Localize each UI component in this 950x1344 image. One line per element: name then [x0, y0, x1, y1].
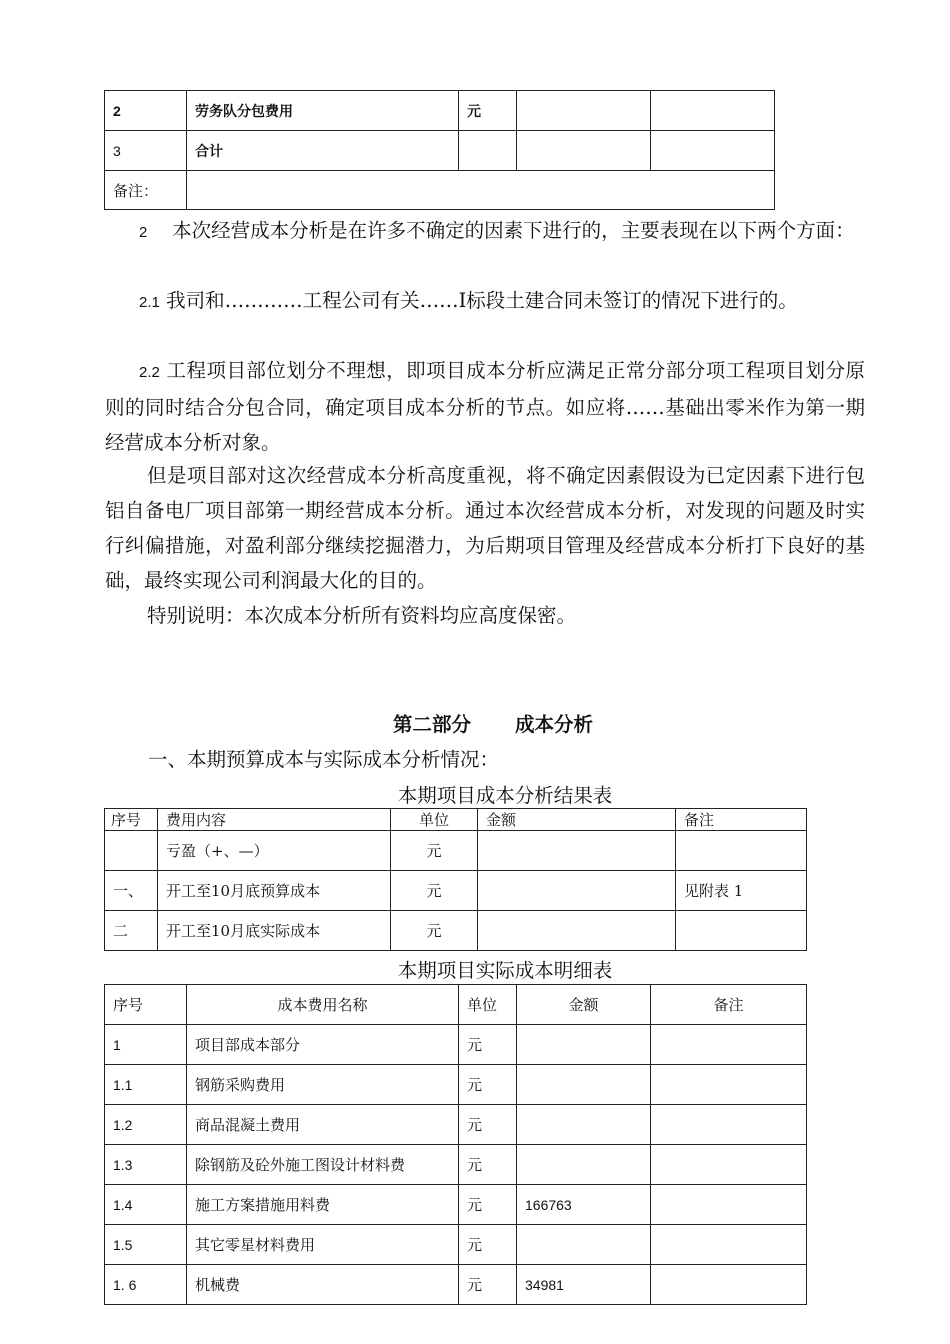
header-content: 费用内容	[158, 809, 391, 831]
row-note	[651, 1105, 807, 1145]
row-note	[676, 831, 807, 871]
result-table	[104, 808, 807, 951]
row-note	[651, 1265, 807, 1305]
row-number: 1.3	[105, 1145, 187, 1185]
row-name: 劳务队分包费用	[187, 91, 459, 131]
row-number: 一、	[105, 871, 158, 911]
row-amount	[478, 911, 676, 951]
row-name: 其它零星材料费用	[187, 1225, 459, 1265]
table-row	[105, 1185, 807, 1225]
header-name: 成本费用名称	[187, 985, 459, 1025]
paragraph-1	[105, 213, 865, 250]
paragraph-2-number: 2.1	[139, 294, 160, 311]
row-unit: 元	[459, 1105, 517, 1145]
row-name: 合计	[187, 131, 459, 171]
row-note	[651, 1065, 807, 1105]
row-unit: 元	[391, 871, 478, 911]
paragraph-1-number: 2	[139, 224, 148, 241]
row-unit	[459, 131, 517, 171]
row-note: 见附表 1	[676, 871, 807, 911]
section-heading-part: 第二部分	[393, 713, 472, 736]
row-amount	[517, 1225, 651, 1265]
table-row	[105, 911, 807, 951]
row-amount	[517, 131, 651, 171]
header-unit: 单位	[391, 809, 478, 831]
remark-value	[187, 171, 775, 210]
row-note	[651, 1145, 807, 1185]
row-name: 项目部成本部分	[187, 1025, 459, 1065]
row-note	[651, 1185, 807, 1225]
header-unit: 单位	[459, 985, 517, 1025]
table-row	[105, 91, 775, 131]
section-heading	[393, 709, 593, 737]
row-name: 开工至10月底实际成本	[158, 911, 391, 951]
row-number: 1	[105, 1025, 187, 1065]
row-number	[105, 831, 158, 871]
paragraph-4-text: 但是项目部对这次经营成本分析高度重视，将不确定因素假设为已定因素下进行包铝自备电厂项目部第一期经营成本分析。通过本次经营成本分析，对发现的问题及时实行纠偏措施，对盈利部分继续挖掘潜力，为后期项目管理及经营成本分析打下良好的基础，最终实现公司利润最大化的目的。	[105, 464, 865, 592]
table-row	[105, 1225, 807, 1265]
paragraph-2-text: 我司和…………工程公司有关……Ⅰ标段土建合同未签订的情况下进行的。	[166, 289, 798, 312]
subheading: 一、本期预算成本与实际成本分析情况：	[148, 748, 500, 771]
header-note: 备注	[676, 809, 807, 831]
row-amount: 166763	[517, 1185, 651, 1225]
table-row	[105, 171, 775, 210]
row-amount	[517, 91, 651, 131]
paragraph-4	[105, 458, 865, 598]
table-row	[105, 1105, 807, 1145]
row-name: 施工方案措施用料费	[187, 1185, 459, 1225]
row-number: 3	[105, 131, 187, 171]
row-unit: 元	[459, 91, 517, 131]
row-amount	[478, 831, 676, 871]
row-number: 1.1	[105, 1065, 187, 1105]
row-amount: 34981	[517, 1265, 651, 1305]
row-number: 1.4	[105, 1185, 187, 1225]
top-cost-table	[104, 90, 775, 210]
row-unit: 元	[459, 1065, 517, 1105]
row-number: 2	[105, 91, 187, 131]
paragraph-3	[105, 353, 865, 460]
row-amount	[517, 1105, 651, 1145]
row-unit: 元	[391, 831, 478, 871]
table-header-row	[105, 809, 807, 831]
row-name: 开工至10月底预算成本	[158, 871, 391, 911]
row-unit: 元	[459, 1145, 517, 1185]
paragraph-1-text: 本次经营成本分析是在许多不确定的因素下进行的，主要表现在以下两个方面：	[172, 219, 855, 242]
header-number: 序号	[105, 809, 158, 831]
section-heading-title: 成本分析	[515, 713, 594, 736]
header-amount: 金额	[478, 809, 676, 831]
row-unit: 元	[459, 1225, 517, 1265]
paragraph-5	[105, 598, 865, 633]
paragraph-5-text: 特别说明：本次成本分析所有资料均应高度保密。	[147, 604, 577, 627]
paragraph-2	[105, 283, 865, 320]
row-number: 1. 6	[105, 1265, 187, 1305]
table-header-row	[105, 985, 807, 1025]
row-number: 1.2	[105, 1105, 187, 1145]
row-unit: 元	[459, 1185, 517, 1225]
row-name: 商品混凝土费用	[187, 1105, 459, 1145]
result-table-title: 本期项目成本分析结果表	[397, 784, 613, 807]
row-number: 二	[105, 911, 158, 951]
table-row	[105, 131, 775, 171]
row-note	[651, 1025, 807, 1065]
row-name: 钢筋采购费用	[187, 1065, 459, 1105]
header-number: 序号	[105, 985, 187, 1025]
detail-table-title: 本期项目实际成本明细表	[397, 959, 613, 982]
row-name: 除钢筋及砼外施工图设计材料费	[187, 1145, 459, 1185]
row-amount	[517, 1145, 651, 1185]
table-row	[105, 1025, 807, 1065]
header-note: 备注	[651, 985, 807, 1025]
table-row	[105, 871, 807, 911]
row-unit: 元	[459, 1265, 517, 1305]
row-unit: 元	[391, 911, 478, 951]
row-name: 亏盈（+、—）	[158, 831, 391, 871]
row-amount	[478, 871, 676, 911]
paragraph-3-number: 2.2	[139, 364, 160, 381]
row-number: 1.5	[105, 1225, 187, 1265]
table-row	[105, 831, 807, 871]
row-name: 机械费	[187, 1265, 459, 1305]
row-note	[651, 131, 775, 171]
row-amount	[517, 1065, 651, 1105]
table-row	[105, 1145, 807, 1185]
row-note	[676, 911, 807, 951]
row-note	[651, 91, 775, 131]
detail-table	[104, 984, 807, 1305]
row-note	[651, 1225, 807, 1265]
header-amount: 金额	[517, 985, 651, 1025]
paragraph-3-text: 工程项目部位划分不理想，即项目成本分析应满足正常分部分项工程项目划分原则的同时结合分包合同，确定项目成本分析的节点。如应将……基础出零米作为第一期经营成本分析对象。	[105, 359, 865, 454]
remark-label: 备注：	[105, 171, 187, 210]
table-row	[105, 1065, 807, 1105]
table-row	[105, 1265, 807, 1305]
row-unit: 元	[459, 1025, 517, 1065]
row-amount	[517, 1025, 651, 1065]
